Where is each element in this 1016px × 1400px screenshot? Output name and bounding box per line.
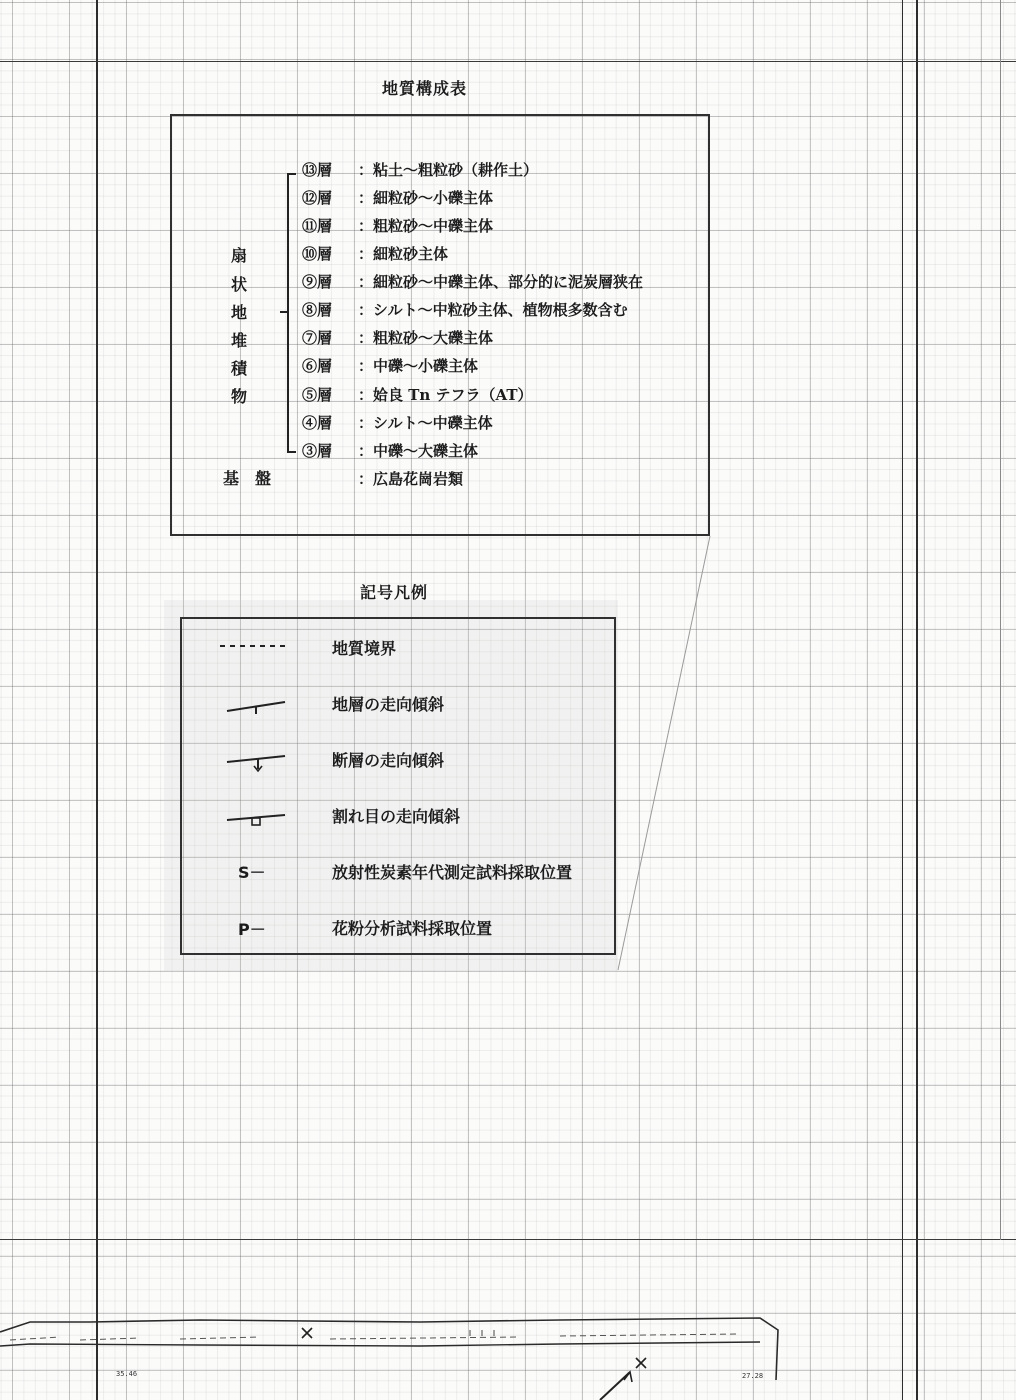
basement-name: 基 盤 [223,469,272,488]
layer-desc: ：シルト〜中粒砂主体、植物根多数含む [358,301,628,319]
layer-name: ⑤層 [302,386,333,404]
layer-desc: ：細粒砂主体 [358,245,449,263]
layer-desc: ：細粒砂〜中礫主体、部分的に泥炭層狭在 [358,273,644,291]
right-frame-line-outer [916,0,918,1400]
basement-desc: ：広島花崗岩類 [358,470,464,488]
sample-p-symbol: P－ [238,920,266,939]
dashed-boundary-symbol [218,638,292,652]
group-char-2: 状 [231,275,248,294]
layer-name: ⑫層 [302,189,333,207]
group-char-1: 扇 [231,246,248,265]
layer-group-bracket [276,165,298,461]
map-coordinate-label: 35.46 [116,1370,138,1378]
layer-name: ⑪層 [302,217,333,235]
layer-name: ⑦層 [302,329,333,347]
top-frame-line [0,61,1016,62]
fault-strike-dip-symbol [224,748,288,776]
layer-name: ④層 [302,414,333,432]
layer-desc: ：粗粒砂〜中礫主体 [358,217,494,235]
legend-label: 断層の走向傾斜 [332,751,445,770]
layer-desc: ：粗粒砂〜大礫主体 [358,329,494,347]
legend-label: 割れ目の走向傾斜 [332,807,461,826]
right-frame-line-inner [902,0,903,1400]
layer-desc: ：中礫〜小礫主体 [358,357,479,375]
map-coordinate-label: 27.28 [742,1372,764,1380]
bottom-frame-line [0,1239,1016,1240]
layer-desc: ：細粒砂〜小礫主体 [358,189,494,207]
group-char-3: 地 [231,303,248,322]
layer-name: ⑧層 [302,301,333,319]
layer-desc: ：中礫〜大礫主体 [358,442,479,460]
map-fragment [0,1300,800,1400]
legend-title: 記号凡例 [360,583,429,602]
group-char-4: 堆 [231,331,248,350]
legend-label: 放射性炭素年代測定試料採取位置 [332,863,573,882]
legend-label: 花粉分析試料採取位置 [332,919,493,938]
paper-right-edge [1000,0,1001,1240]
layer-name: ③層 [302,442,333,460]
legend-label: 地質境界 [332,639,397,658]
joint-strike-dip-symbol [224,806,288,830]
legend-box [180,617,616,955]
legend-label: 地層の走向傾斜 [332,695,445,714]
layer-name: ⑩層 [302,245,333,263]
layer-name: ⑨層 [302,273,333,291]
layer-name: ⑬層 [302,161,333,179]
strat-table-title: 地質構成表 [382,79,468,98]
layer-name: ⑥層 [302,357,333,375]
sample-s-symbol: S－ [238,863,266,882]
layer-desc: ：シルト〜中礫主体 [358,414,493,432]
bedding-strike-dip-symbol [224,694,288,718]
group-char-6: 物 [231,387,248,406]
layer-desc: ：粘土〜粗粒砂（耕作土） [358,161,539,179]
group-char-5: 積 [231,359,248,378]
left-frame-line [96,0,98,1400]
layer-desc: ：姶良 Tn テフラ（AT） [358,386,533,404]
